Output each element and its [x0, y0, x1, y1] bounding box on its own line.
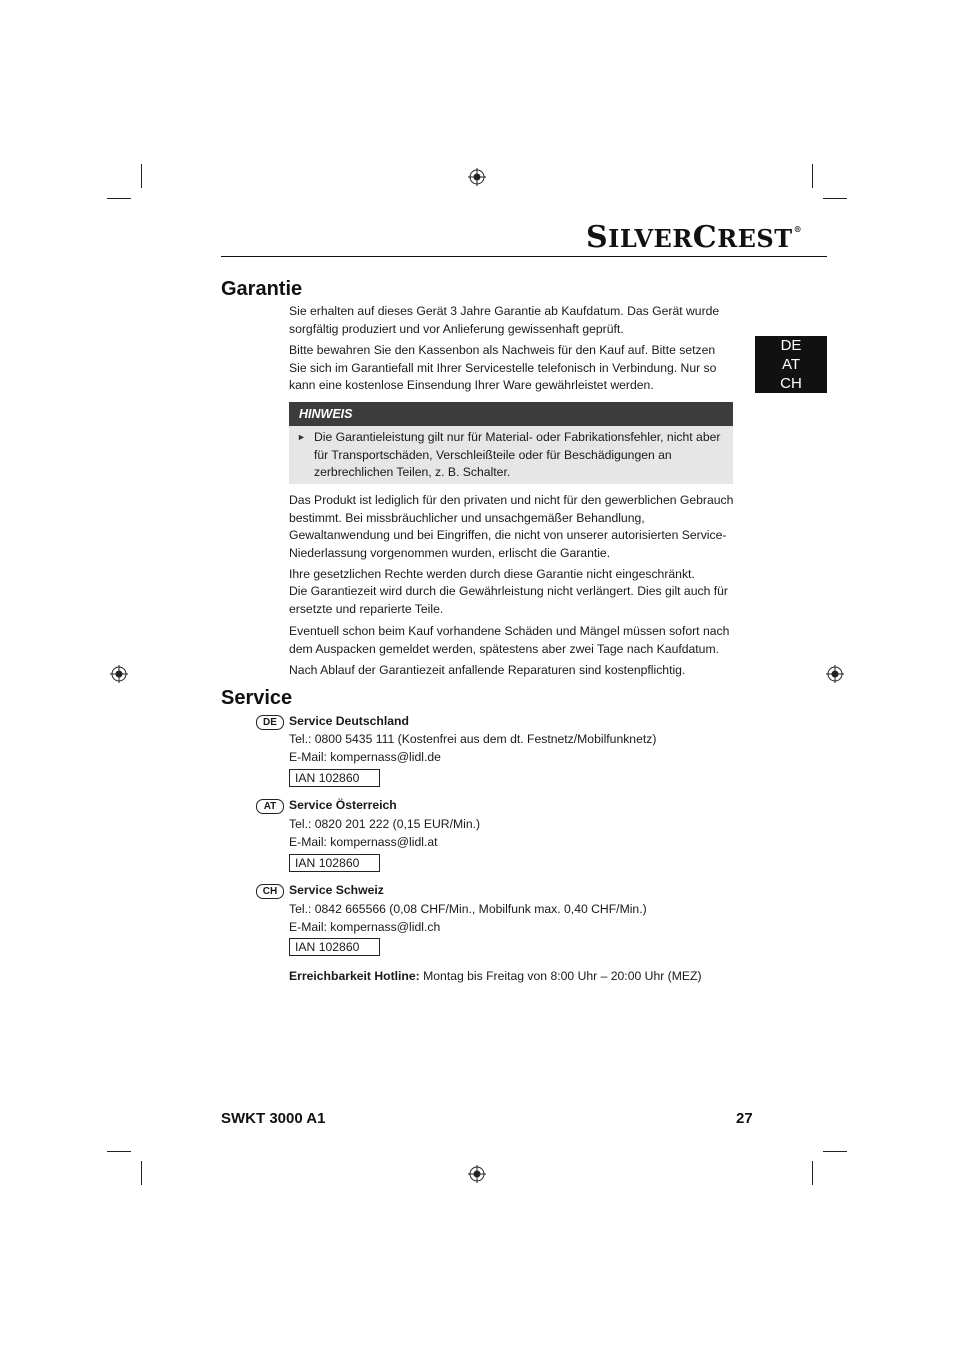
service-name: Service Schweiz — [289, 883, 384, 897]
crop-mark — [107, 1151, 131, 1152]
country-badge-at: AT — [256, 799, 284, 814]
country-badge-ch: CH — [256, 884, 284, 899]
registration-mark-icon — [468, 168, 486, 186]
ian-box: IAN 102860 — [289, 769, 380, 787]
crop-mark — [141, 1161, 142, 1185]
paragraph: Die Garantiezeit wird durch die Gewährleistung nicht verlängert. Dies gilt auch für ersetzte und reparierte Teile. — [289, 584, 728, 616]
section-title-garantie: Garantie — [221, 278, 303, 300]
crop-mark — [812, 164, 813, 188]
crop-mark — [141, 164, 142, 188]
arrow-right-icon: ► — [297, 432, 306, 442]
service-phone: Tel.: 0842 665566 (0,08 CHF/Min., Mobilfunk max. 0,40 CHF/Min.) — [289, 902, 647, 916]
country-badge-de: DE — [256, 715, 284, 730]
language-code: DE — [780, 337, 802, 354]
paragraph: Das Produkt ist lediglich für den privaten und nicht für den gewerblichen Gebrauch bestimmt. Bei missbräuchlicher und unsachgemäßer Behandlung, Gewaltanwendung und bei Eingriffen, die nicht von unserer autorisierten Service-Niederlassung vorgenommen wurden, erlischt die Garantie. — [289, 493, 734, 560]
page-number: 27 — [736, 1110, 753, 1127]
paragraph: Sie erhalten auf dieses Gerät 3 Jahre Garantie ab Kaufdatum. Das Gerät wurde sorgfältig produziert und vor Anlieferung gewissenhaft geprüft. — [289, 304, 720, 336]
paragraph: Ihre gesetzlichen Rechte werden durch diese Garantie nicht eingeschränkt. — [289, 567, 695, 581]
section-title-service: Service — [221, 687, 293, 709]
note-header: HINWEIS — [289, 402, 733, 426]
hotline-label: Erreichbarkeit Hotline: — [289, 969, 420, 983]
brand-logo: SILVERCREST® — [586, 220, 803, 255]
service-email: E-Mail: kompernass@lidl.at — [289, 835, 438, 849]
paragraph: Nach Ablauf der Garantiezeit anfallende Reparaturen sind kostenpflichtig. — [289, 663, 686, 677]
language-code: AT — [781, 356, 801, 373]
service-phone: Tel.: 0800 5435 111 (Kostenfrei aus dem dt. Festnetz/Mobilfunknetz) — [289, 732, 657, 746]
hotline-info — [289, 968, 702, 985]
paragraph: Bitte bewahren Sie den Kassenbon als Nachweis für den Kauf auf. Bitte setzen Sie sich im Garantiefall mit Ihrer Servicestelle telefonisch in Verbindung. Nur so kann eine kostenlose Einsendung Ihrer Ware gewährleistet werden. — [289, 343, 717, 392]
note-box — [289, 426, 733, 484]
language-tab — [755, 336, 827, 393]
service-phone: Tel.: 0820 201 222 (0,15 EUR/Min.) — [289, 817, 481, 831]
service-name: Service Deutschland — [289, 714, 409, 728]
crop-mark — [107, 198, 131, 199]
service-email: E-Mail: kompernass@lidl.de — [289, 750, 441, 764]
registration-mark-icon — [468, 1165, 486, 1183]
language-code: CH — [780, 375, 802, 392]
service-name: Service Österreich — [289, 798, 397, 812]
registration-mark-icon — [826, 665, 844, 683]
header-rule — [221, 256, 827, 257]
paragraph: Eventuell schon beim Kauf vorhandene Schäden und Mängel müssen sofort nach dem Auspacken gemeldet werden, spätestens aber zwei Tage nach Kaufdatum. — [289, 624, 730, 656]
model-number: SWKT 3000 A1 — [221, 1110, 326, 1127]
crop-mark — [812, 1161, 813, 1185]
registration-mark-icon — [110, 665, 128, 683]
crop-mark — [823, 1151, 847, 1152]
service-email: E-Mail: kompernass@lidl.ch — [289, 920, 441, 934]
ian-box: IAN 102860 — [289, 938, 380, 956]
note-text: Die Garantieleistung gilt nur für Material- oder Fabrikationsfehler, nicht aber für Transportschäden, Verschleißteile oder für Beschädigungen an zerbrechlichen Teilen, z. B. Schalter. — [314, 430, 721, 479]
crop-mark — [823, 198, 847, 199]
ian-box: IAN 102860 — [289, 854, 380, 872]
hotline-hours: Montag bis Freitag von 8:00 Uhr – 20:00 Uhr (MEZ) — [419, 969, 702, 983]
